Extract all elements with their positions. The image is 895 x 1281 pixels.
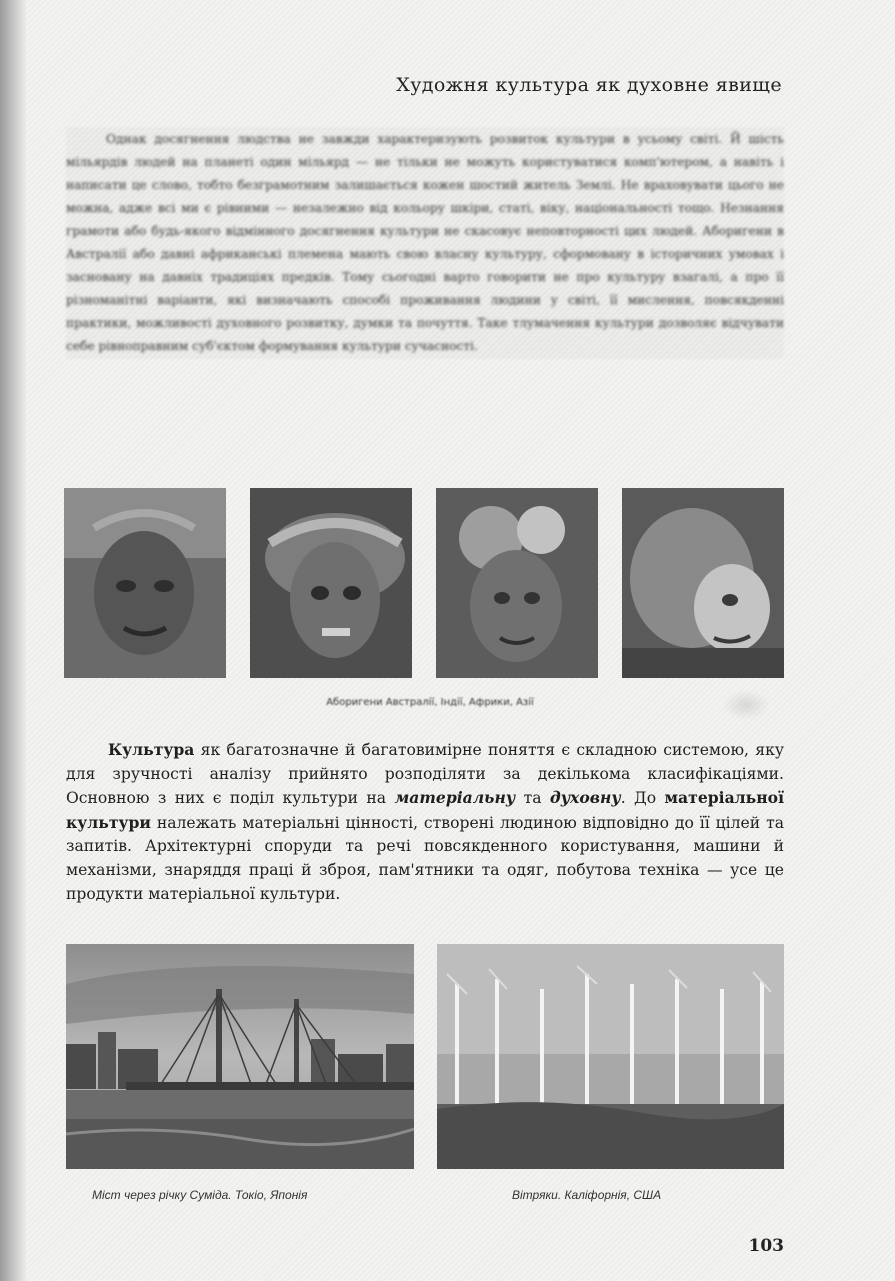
- main-p1-start: як багатозначне й багатовимірне поняття є складною системою, яку для зручності аналізу прийнято розподіляти за декількома класифікаціями. Основною з них є поділ культури на: [66, 741, 784, 808]
- photo-windmills: [437, 944, 784, 1169]
- aboriginal-photo-row: [64, 488, 784, 678]
- photo-aboriginal-1: [64, 488, 226, 678]
- caption-bridge: Міст через річку Суміда. Токіо, Японія: [92, 1188, 308, 1202]
- photo-aboriginal-3: [436, 488, 598, 678]
- intro-paragraph: [66, 128, 784, 358]
- term-spiritual: духовну: [549, 788, 621, 808]
- portrait-icon: [64, 488, 226, 678]
- main-p1-mid: та: [515, 789, 550, 808]
- portrait-icon: [622, 488, 784, 678]
- photo-sumida-bridge: [66, 944, 414, 1169]
- portrait-icon: [436, 488, 598, 678]
- photo-aboriginal-2: [250, 488, 412, 678]
- term-material-culture: матеріальної культури: [66, 788, 784, 832]
- main-p1-after: . До: [620, 789, 665, 808]
- paper-smudge: [722, 690, 770, 720]
- photo-aboriginal-4: [622, 488, 784, 678]
- page-number: 103: [748, 1236, 784, 1256]
- photo-row-caption: Аборигени Австралії, Індії, Африки, Азії: [326, 697, 534, 708]
- term-culture: Культура: [108, 740, 195, 759]
- portrait-icon: [250, 488, 412, 678]
- main-p1-end: належать матеріальні цінності, створені людиною відповідно до її цілей та запитів. Архітектурні споруди та речі повсякденного користування, машини й механізми, знаряддя праці й зброя, пам'ятники та одяг, побутова техніка — усе це продукти матеріальної культури.: [66, 813, 784, 903]
- bridge-icon: [66, 944, 414, 1169]
- intro-paragraph-text: Однак досягнення людства не завжди характеризують розвиток культури в усьому світі. Й шість мільярдів людей на планеті один мільярд — не тільки не можуть користуватися комп'ютером, а навіть і написати це слово, тобто безграмотним залишається кожен шостий житель Землі. Не враховувати цього не можна, адже всі ми є рівними — незалежно від кольору шкіри, статі, віку, національності тощо. Незнання грамоти або будь-якого відмінного досягнення культури не скасовує неповторності цих людей. Аборигени в Австралії або давні африканські племена мають свою власну культуру, сформовану в історичних умовах і засновану на давніх традиціях предків. Тому сьогодні варто говорити не про культуру взагалі, а про її різноманітні варіанти, які визначають способі проживання людини у світі, її мислення, повсякденні практики, можливості духовного розвитку, думки та почуття. Таке тлумачення культури дозволяє відчувати себе рівноправним суб'єктом формування культури сучасності.: [66, 132, 784, 353]
- running-head: Художня культура як духовне явище: [396, 74, 782, 96]
- term-material: матеріальну: [394, 788, 516, 808]
- caption-windmills: Вітряки. Каліфорнія, США: [512, 1188, 662, 1202]
- book-spine-shadow: [0, 0, 26, 1281]
- windmill-icon: [437, 944, 784, 1169]
- main-paragraph-text: [66, 738, 784, 906]
- main-paragraph: [66, 738, 784, 906]
